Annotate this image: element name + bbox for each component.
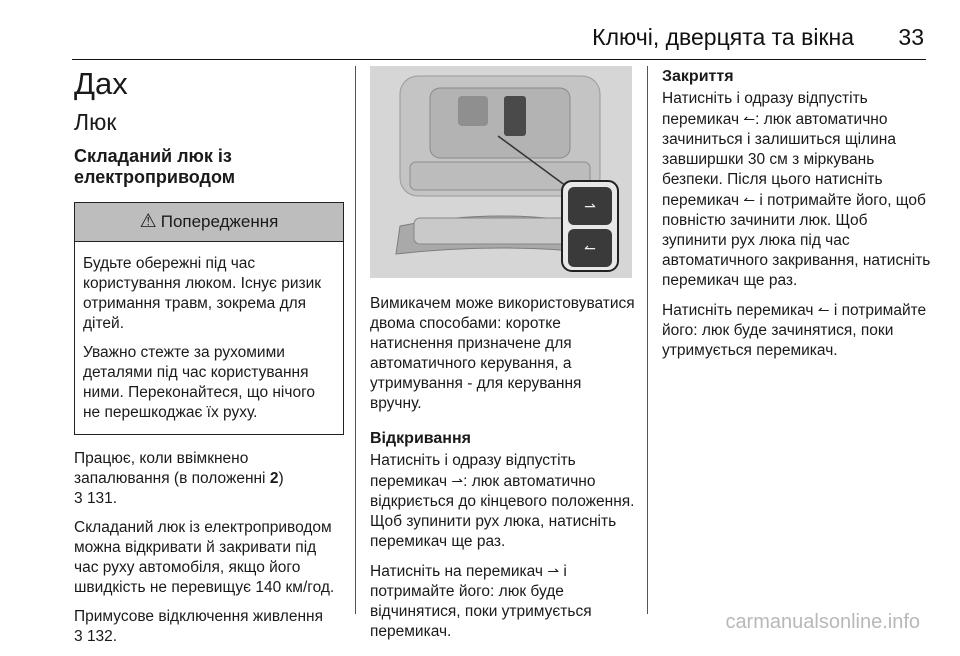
paragraph: Працює, коли ввімкнено запалювання (в положенні 2) 3 131. xyxy=(74,450,284,507)
close-switch-icon: ↼ xyxy=(743,192,756,208)
paragraph: Вимикачем може використовуватися двома способами: коротке натиснення призначене для автоматичного керування, а утримування - для керування вручну. xyxy=(370,295,635,412)
close-switch-icon: ↼ xyxy=(743,111,756,127)
subsection-title: Люк xyxy=(74,109,117,135)
page-ref[interactable]: 131. xyxy=(86,490,118,507)
warning-header xyxy=(75,203,343,242)
column-divider xyxy=(647,66,648,614)
open-switch-icon: ⇀ xyxy=(451,473,464,489)
cross-ref-icon: 3 xyxy=(74,628,83,645)
watermark: carmanualsonline.info xyxy=(725,611,920,633)
open-heading: Відкривання xyxy=(370,430,471,447)
warning-title: Попередження xyxy=(160,212,279,231)
header-rule xyxy=(72,59,926,60)
paragraph: Складаний люк із електроприводом можна відкривати й закривати під час руху автомобіля, якщо його швидкість не перевищує 140 км/год. xyxy=(74,519,335,596)
warning-text: Будьте обережні під час користування люком. Існує ризик отримання травм, зокрема для дітей. xyxy=(83,255,322,332)
sunroof-switch-illustration xyxy=(370,66,632,278)
column-1 xyxy=(74,66,344,656)
column-2 xyxy=(370,66,636,651)
page-ref[interactable]: 132. xyxy=(86,628,118,645)
warning-icon: ⚠ xyxy=(139,211,157,232)
page-number: 33 xyxy=(898,24,924,50)
sunroof-switch-image xyxy=(370,66,632,278)
paragraph: Натисніть перемикач ↼ і потримайте його: люк буде зачинятися, поки утримується перемикач. xyxy=(662,302,927,359)
paragraph: Натисніть і одразу відпустіть перемикач ↼: люк автоматично зачиниться і залишиться щілина завширшки 30 см з міркувань безпеки. Після цього натисніть перемикач ↼ і потримайте його, щоб повністю зачинити люк. Щоб зупинити рух люка під час автоматичного закривання, натисніть перемикач ще раз. xyxy=(662,90,931,289)
paragraph: Примусове відключення живлення 3 132. xyxy=(74,608,323,645)
close-heading: Закриття xyxy=(662,68,734,85)
open-switch-icon: ⇀ xyxy=(547,563,560,579)
close-switch-icon: ↼ xyxy=(817,302,830,318)
section-title: Дах xyxy=(74,66,128,101)
svg-text:↼: ↼ xyxy=(584,241,596,257)
column-3 xyxy=(662,66,932,370)
warning-box xyxy=(74,202,344,435)
warning-text: Уважно стежте за рухомими деталями під час користування ними. Переконайтеся, що нічого не перешкоджає їх руху. xyxy=(83,344,316,421)
paragraph: Натисніть і одразу відпустіть перемикач ⇀: люк автоматично відкриється до кінцевого положення. Щоб зупинити рух люка, натисніть перемикач ще раз. xyxy=(370,452,635,550)
warning-body xyxy=(75,242,343,434)
topic-title: Складаний люк із електроприводом xyxy=(74,146,236,187)
cross-ref-icon: 3 xyxy=(74,490,83,507)
column-divider xyxy=(355,66,356,614)
svg-text:⇀: ⇀ xyxy=(584,199,596,215)
header-title: Ключі, дверцята та вікна xyxy=(592,24,854,50)
paragraph: Натисніть на перемикач ⇀ і потримайте його: люк буде відчинятися, поки утримується перемикач. xyxy=(370,563,592,640)
